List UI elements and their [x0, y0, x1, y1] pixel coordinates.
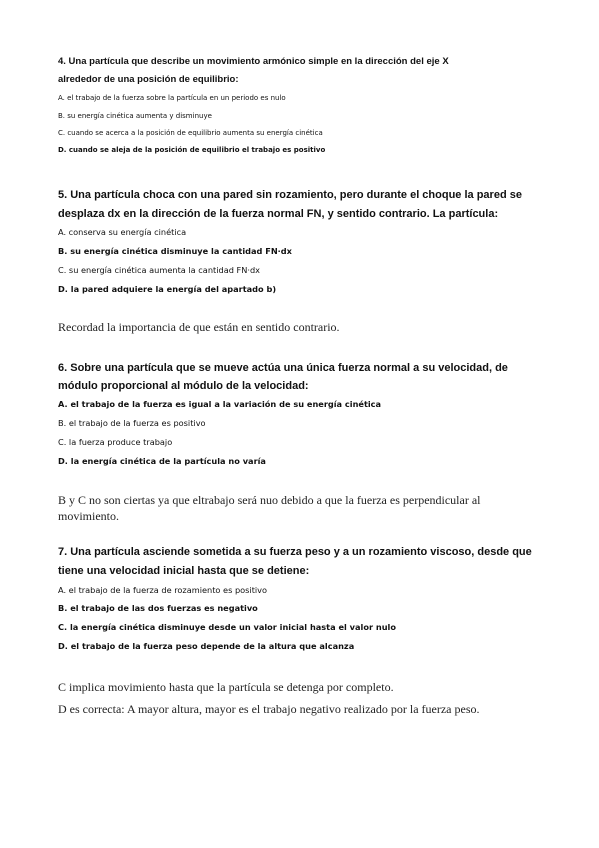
question-4-option-c: C. cuando se acerca a la posición de equilibrio aumenta su energía cinética	[58, 129, 323, 137]
question-5-option-c: C. su energía cinética aumenta la cantidad FN·dx	[58, 265, 260, 275]
question-7-option-d: D. el trabajo de la fuerza peso depende de la altura que alcanza	[58, 641, 355, 651]
question-5-title-line1: 5. Una partícula choca con una pared sin rozamiento, pero durante el choque la pared se	[58, 189, 522, 201]
question-4-title-line1: 4. Una partícula que describe un movimiento armónico simple en la dirección del eje X	[58, 56, 449, 67]
question-6-option-b: B. el trabajo de la fuerza es positivo	[58, 418, 206, 428]
question-5-option-d: D. la pared adquiere la energía del apartado b)	[58, 284, 277, 294]
question-5-option-a: A. conserva su energía cinética	[58, 227, 187, 237]
question-7-note-line2: D es correcta: A mayor altura, mayor es el trabajo negativo realizado por la fuerza peso.	[58, 702, 480, 716]
question-5-option-b: B. su energía cinética disminuye la cantidad FN·dx	[58, 246, 292, 256]
question-4-option-d: D. cuando se aleja de la posición de equilibrio el trabajo es positivo	[58, 146, 326, 154]
question-6-title-line1: 6. Sobre una partícula que se mueve actúa una única fuerza normal a su velocidad, de	[58, 362, 508, 374]
question-7-option-b: B. el trabajo de las dos fuerzas es negativo	[58, 603, 258, 613]
question-7-title-line2: tiene una velocidad inicial hasta que se detiene:	[58, 565, 310, 577]
question-4-option-a: A. el trabajo de la fuerza sobre la partícula en un periodo es nulo	[58, 94, 286, 102]
question-7-note-line1: C implica movimiento hasta que la partícula se detenga por completo.	[58, 680, 394, 694]
question-6-option-c: C. la fuerza produce trabajo	[58, 437, 173, 447]
question-7-option-c: C. la energía cinética disminuye desde un valor inicial hasta el valor nulo	[58, 622, 396, 632]
question-5-title-line2: desplaza dx en la dirección de la fuerza normal FN, y sentido contrario. La partícula:	[58, 208, 499, 220]
question-5-note: Recordad la importancia de que están en sentido contrario.	[58, 320, 340, 334]
question-7-title-line1: 7. Una partícula asciende sometida a su fuerza peso y a un rozamiento viscoso, desde que	[58, 546, 532, 558]
question-6-option-d: D. la energía cinética de la partícula no varía	[58, 456, 266, 466]
question-4-option-b: B. su energía cinética aumenta y disminuye	[58, 112, 212, 120]
question-6-note-line2: movimiento.	[58, 509, 119, 523]
question-6-option-a: A. el trabajo de la fuerza es igual a la variación de su energía cinética	[58, 399, 382, 409]
question-6-title-line2: módulo proporcional al módulo de la velocidad:	[58, 380, 309, 392]
question-4-title-line2: alrededor de una posición de equilibrio:	[58, 74, 239, 85]
question-6-note-line1: B y C no son ciertas ya que eltrabajo será nuo debido a que la fuerza es perpendicular al	[58, 493, 481, 507]
question-7-option-a: A. el trabajo de la fuerza de rozamiento es positivo	[58, 585, 268, 595]
